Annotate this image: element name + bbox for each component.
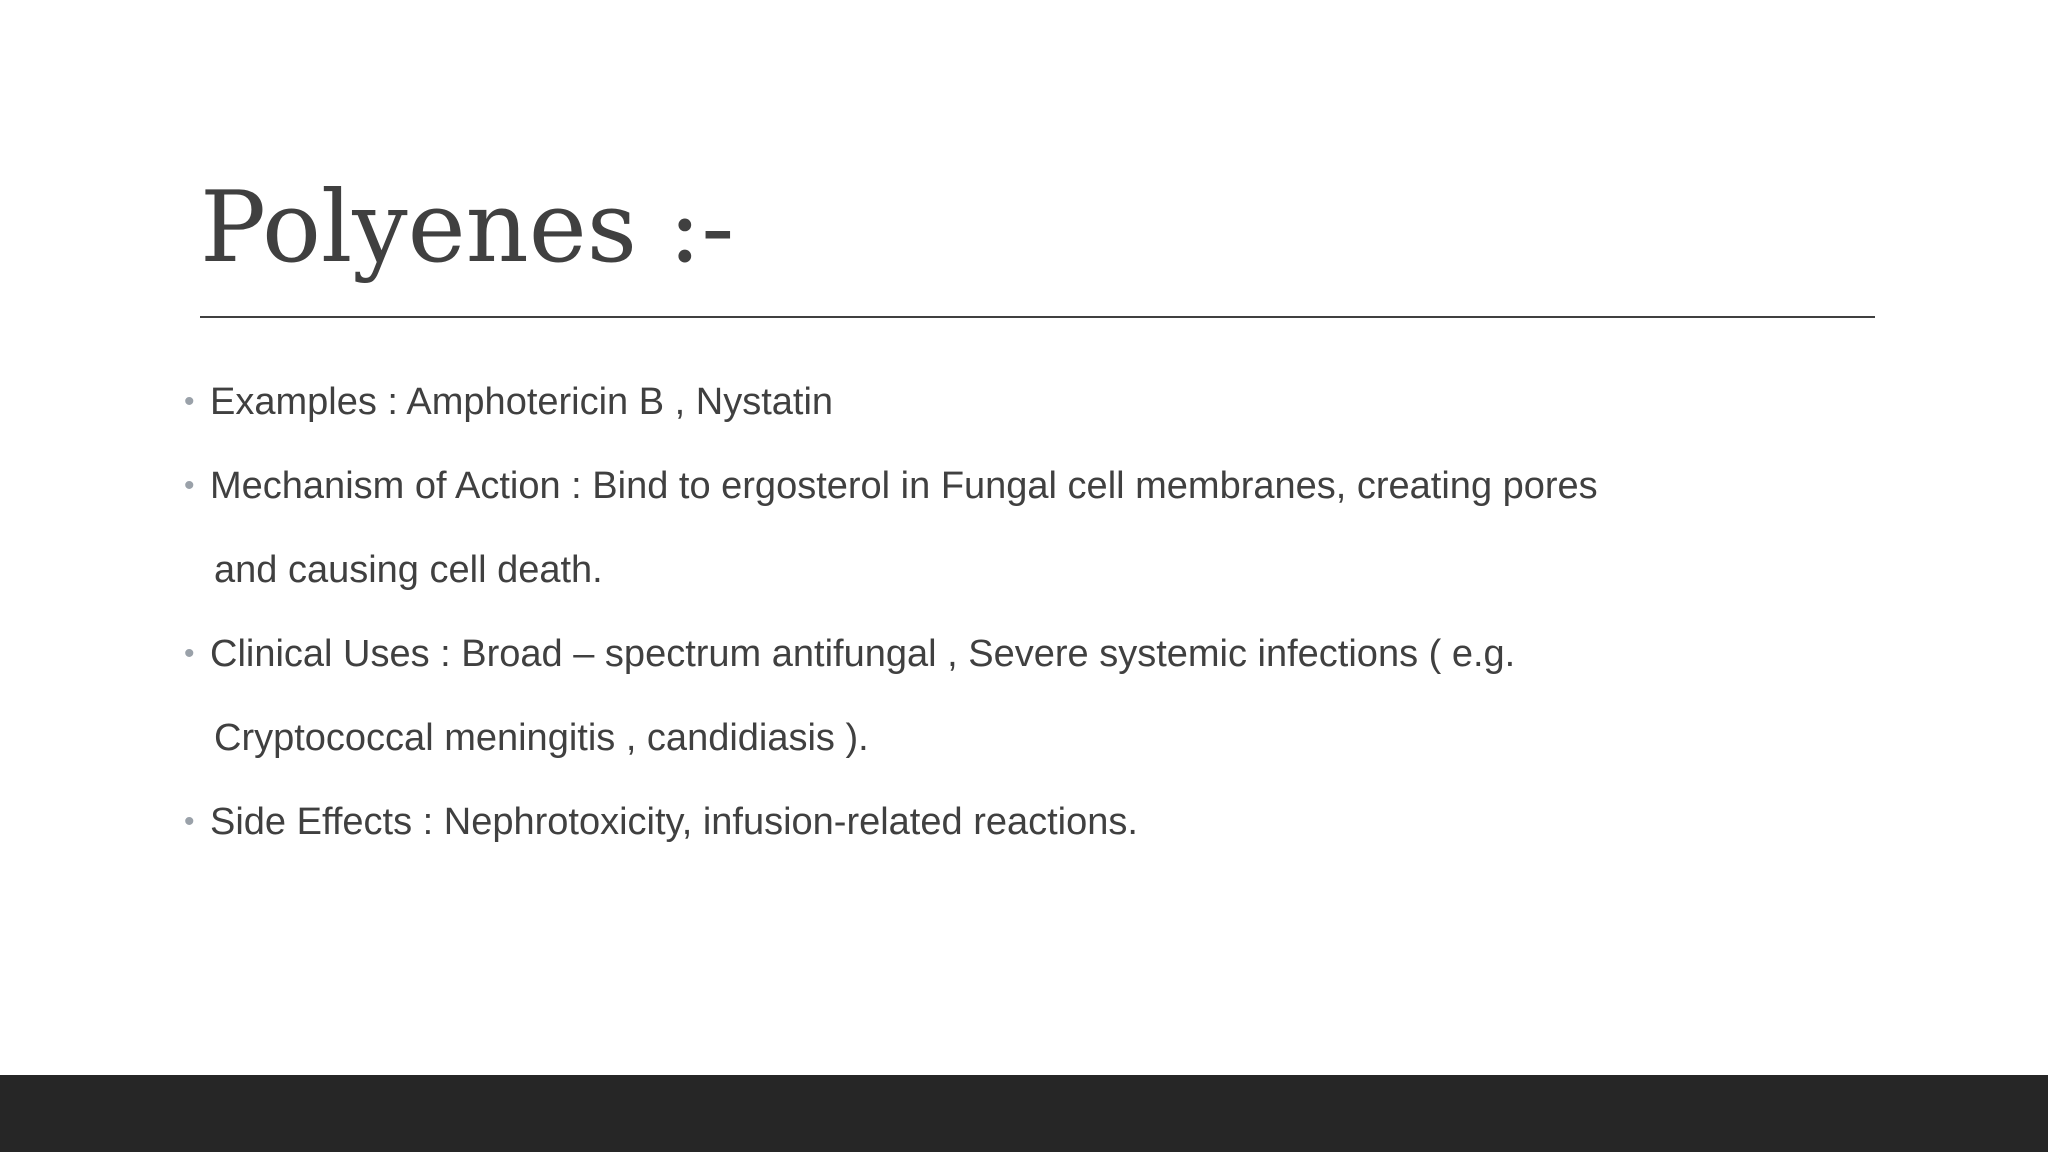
- bullet-dot-icon: •: [184, 385, 195, 418]
- bullet-text: Examples : Amphotericin B , Nystatin: [210, 381, 834, 423]
- slide-title: Polyenes :-: [200, 171, 735, 285]
- bullet-clinical-uses: [184, 612, 1884, 780]
- footer-bar: [0, 1075, 2048, 1152]
- bullet-text: Clinical Uses : Broad – spectrum antifungal , Severe systemic infections ( e.g.: [210, 633, 1516, 675]
- bullet-text-continuation: and causing cell death.: [214, 549, 603, 591]
- bullet-dot-icon: •: [184, 637, 195, 670]
- title-divider: [200, 316, 1875, 318]
- bullet-dot-icon: •: [184, 805, 195, 838]
- bullet-text: Side Effects : Nephrotoxicity, infusion-related reactions.: [210, 801, 1138, 843]
- bullet-text: Mechanism of Action : Bind to ergosterol in Fungal cell membranes, creating pores: [210, 465, 1598, 507]
- bullet-side-effects: [184, 780, 1884, 864]
- bullet-examples: [184, 360, 1884, 444]
- bullet-text-continuation: Cryptococcal meningitis , candidiasis ).: [214, 717, 869, 759]
- bullet-dot-icon: •: [184, 469, 195, 502]
- bullet-mechanism: [184, 444, 1884, 612]
- bullet-list: [184, 360, 1884, 864]
